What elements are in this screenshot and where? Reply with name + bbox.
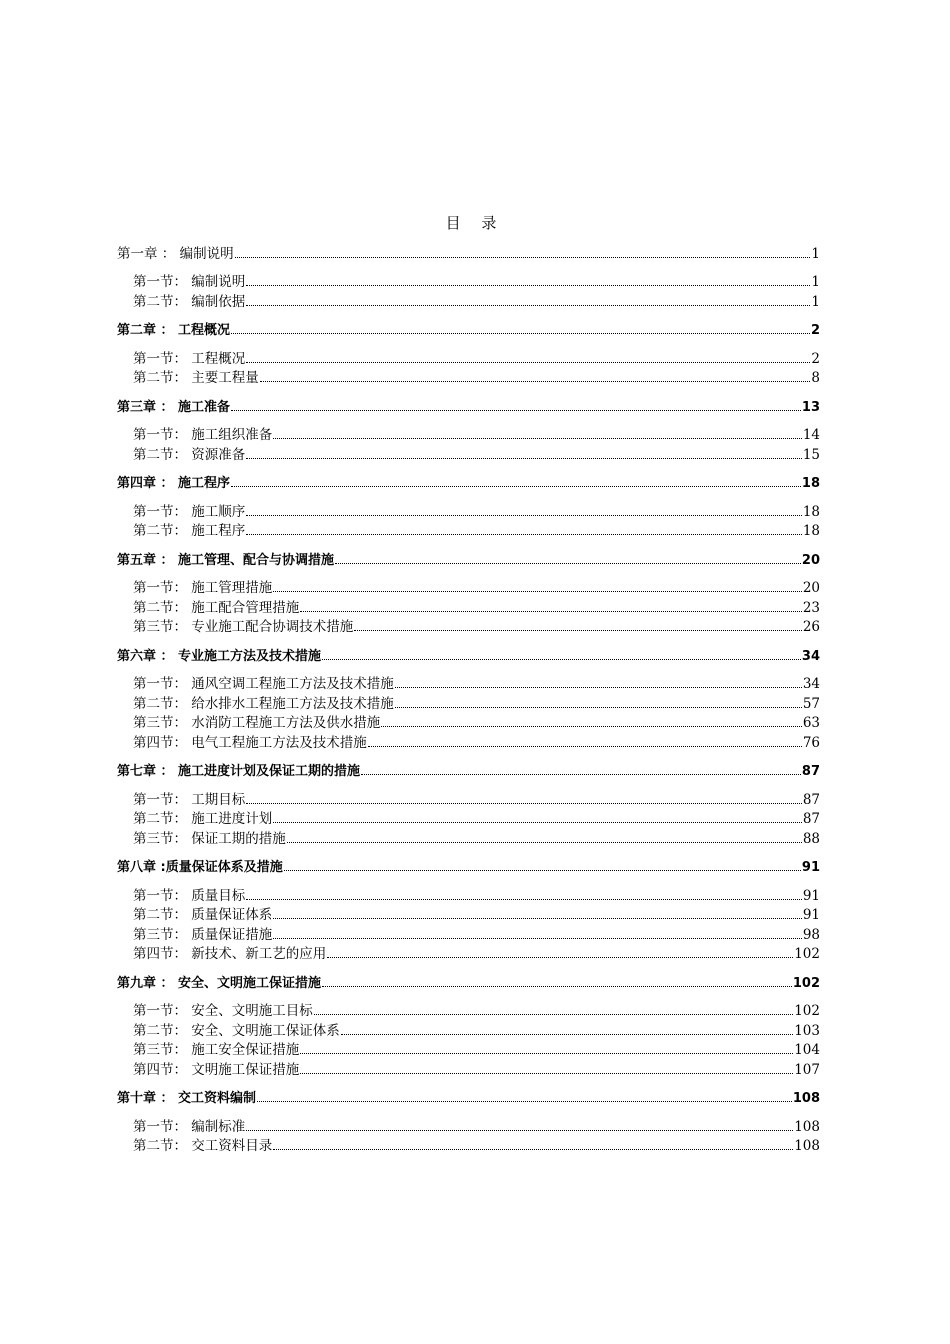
toc-section-entry[interactable] xyxy=(117,692,820,712)
section-title: 第二节： 给水排水工程施工方法及技术措施 xyxy=(133,695,394,712)
toc-section-entry[interactable] xyxy=(117,443,820,463)
toc-section-entry[interactable] xyxy=(117,1019,820,1039)
section-title: 第四节： 电气工程施工方法及技术措施 xyxy=(133,734,367,751)
toc-chapter-entry[interactable] xyxy=(117,856,820,876)
toc-section-entry[interactable] xyxy=(117,1058,820,1078)
toc-section-entry[interactable] xyxy=(117,520,820,540)
section-page-number: 108 xyxy=(794,1138,820,1154)
toc-section-entry[interactable] xyxy=(117,347,820,367)
chapter-title: 第九章 ： 安全、文明施工保证措施 xyxy=(117,975,322,991)
section-title: 第三节： 水消防工程施工方法及供水措施 xyxy=(133,715,381,731)
toc-section-entry[interactable] xyxy=(117,943,820,963)
dot-leader xyxy=(284,870,801,871)
chapter-page-number: 102 xyxy=(792,975,820,991)
dot-leader xyxy=(368,746,802,747)
dot-leader xyxy=(246,362,810,363)
section-page-number: 91 xyxy=(802,907,820,923)
dot-leader xyxy=(273,822,802,823)
section-title: 第一节： 工期目标 xyxy=(133,791,246,808)
section-page-number: 88 xyxy=(802,830,820,847)
dot-leader xyxy=(335,563,801,564)
toc-section-entry[interactable] xyxy=(117,1135,820,1155)
section-page-number: 91 xyxy=(802,887,820,904)
section-title: 第四节： 新技术、新工艺的应用 xyxy=(133,946,327,962)
toc-section-entry[interactable] xyxy=(117,500,820,520)
chapter-title: 第五章 ： 施工管理、配合与协调措施 xyxy=(117,552,335,568)
toc-section-entry[interactable] xyxy=(117,923,820,943)
section-page-number: 18 xyxy=(802,523,820,539)
toc-section-entry[interactable] xyxy=(117,367,820,387)
section-page-number: 26 xyxy=(802,619,820,635)
dot-leader xyxy=(300,1073,793,1074)
toc-section-entry[interactable] xyxy=(117,827,820,847)
section-title: 第一节： 编制说明 xyxy=(133,274,246,290)
section-page-number: 104 xyxy=(794,1042,820,1058)
toc-section-entry[interactable] xyxy=(117,1000,820,1020)
dot-leader xyxy=(361,774,801,775)
toc-chapter-entry[interactable] xyxy=(117,319,820,339)
toc-title: 目 录 xyxy=(445,214,505,232)
dot-leader xyxy=(395,707,802,708)
section-page-number: 108 xyxy=(794,1118,820,1135)
section-title: 第二节： 施工进度计划 xyxy=(133,811,273,827)
dot-leader xyxy=(246,899,802,900)
toc-chapter-entry[interactable] xyxy=(117,242,820,262)
dot-leader xyxy=(231,333,810,334)
section-page-number: 87 xyxy=(802,811,820,827)
section-page-number: 98 xyxy=(802,926,820,943)
dot-leader xyxy=(246,305,810,306)
dot-leader xyxy=(300,611,802,612)
dot-leader xyxy=(273,938,802,939)
chapter-page-number: 18 xyxy=(801,476,820,491)
section-title: 第三节： 施工安全保证措施 xyxy=(133,1042,300,1058)
toc-section-entry[interactable] xyxy=(117,884,820,904)
dot-leader xyxy=(235,257,811,258)
toc-section-entry[interactable] xyxy=(117,712,820,732)
dot-leader xyxy=(246,285,810,286)
toc-chapter-entry[interactable] xyxy=(117,1087,820,1107)
chapter-page-number: 1 xyxy=(811,245,820,262)
dot-leader xyxy=(354,630,802,631)
section-title: 第二节： 主要工程量 xyxy=(133,370,259,386)
chapter-title: 第八章 :质量保证体系及措施 xyxy=(117,860,283,875)
section-page-number: 103 xyxy=(794,1022,820,1039)
section-page-number: 57 xyxy=(802,695,820,712)
chapter-page-number: 34 xyxy=(801,648,820,664)
section-page-number: 102 xyxy=(794,1003,820,1019)
dot-leader xyxy=(341,1034,793,1035)
dot-leader xyxy=(246,458,802,459)
chapter-page-number: 20 xyxy=(801,552,820,568)
toc-chapter-entry[interactable] xyxy=(117,548,820,568)
chapter-title: 第十章 ： 交工资料编制 xyxy=(117,1091,257,1106)
section-title: 第一节： 安全、文明施工目标 xyxy=(133,1003,313,1019)
toc-section-entry[interactable] xyxy=(117,1039,820,1059)
toc-chapter-entry[interactable] xyxy=(117,644,820,664)
section-page-number: 18 xyxy=(802,503,820,520)
toc-chapter-entry[interactable] xyxy=(117,395,820,415)
section-page-number: 87 xyxy=(802,791,820,808)
section-page-number: 1 xyxy=(811,293,820,310)
toc-section-entry[interactable] xyxy=(117,788,820,808)
dot-leader xyxy=(287,842,802,843)
dot-leader xyxy=(257,1101,792,1102)
toc-section-entry[interactable] xyxy=(117,904,820,924)
toc-section-entry[interactable] xyxy=(117,616,820,636)
toc-section-entry[interactable] xyxy=(117,673,820,693)
section-title: 第二节： 安全、文明施工保证体系 xyxy=(133,1022,340,1039)
section-title: 第一节： 质量目标 xyxy=(133,887,246,904)
toc-section-entry[interactable] xyxy=(117,290,820,310)
section-title: 第二节： 编制依据 xyxy=(133,293,246,310)
section-title: 第三节： 质量保证措施 xyxy=(133,926,273,943)
toc-section-entry[interactable] xyxy=(117,808,820,828)
section-title: 第二节： 施工配合管理措施 xyxy=(133,599,300,616)
toc-chapter-entry[interactable] xyxy=(117,971,820,991)
table-of-contents xyxy=(117,242,820,1154)
section-page-number: 2 xyxy=(811,350,820,367)
section-page-number: 1 xyxy=(811,274,820,290)
dot-leader xyxy=(322,986,792,987)
dot-leader xyxy=(246,1130,793,1131)
section-page-number: 8 xyxy=(811,370,820,386)
section-title: 第一节： 工程概况 xyxy=(133,350,246,367)
dot-leader xyxy=(246,515,802,516)
chapter-page-number: 2 xyxy=(810,323,820,338)
chapter-page-number: 13 xyxy=(801,399,820,415)
dot-leader xyxy=(322,659,801,660)
section-page-number: 14 xyxy=(802,427,820,443)
chapter-page-number: 87 xyxy=(801,764,820,779)
section-title: 第一节： 通风空调工程施工方法及技术措施 xyxy=(133,676,394,692)
toc-section-entry[interactable] xyxy=(117,577,820,597)
section-title: 第三节： 专业施工配合协调技术措施 xyxy=(133,619,354,635)
section-title: 第二节： 质量保证体系 xyxy=(133,907,273,923)
dot-leader xyxy=(273,918,802,919)
chapter-page-number: 91 xyxy=(801,860,820,875)
section-title: 第一节： 施工顺序 xyxy=(133,503,246,520)
toc-section-entry[interactable] xyxy=(117,271,820,291)
chapter-title: 第二章 ： 工程概况 xyxy=(117,323,231,338)
section-title: 第一节： 编制标准 xyxy=(133,1118,246,1135)
section-title: 第二节： 交工资料目录 xyxy=(133,1138,273,1154)
dot-leader xyxy=(327,957,793,958)
dot-leader xyxy=(273,438,802,439)
section-title: 第二节： 施工程序 xyxy=(133,523,246,539)
section-page-number: 63 xyxy=(802,715,820,731)
dot-leader xyxy=(231,410,801,411)
dot-leader xyxy=(246,534,802,535)
dot-leader xyxy=(273,1149,793,1150)
section-title: 第一节： 施工组织准备 xyxy=(133,427,273,443)
chapter-title: 第三章 ： 施工准备 xyxy=(117,399,231,415)
dot-leader xyxy=(395,687,802,688)
dot-leader xyxy=(246,803,802,804)
section-page-number: 107 xyxy=(794,1061,820,1078)
section-title: 第三节： 保证工期的措施 xyxy=(133,830,286,847)
section-page-number: 76 xyxy=(802,734,820,751)
toc-section-entry[interactable] xyxy=(117,1115,820,1135)
dot-leader xyxy=(231,486,801,487)
chapter-title: 第四章 ： 施工程序 xyxy=(117,476,231,491)
section-page-number: 20 xyxy=(802,580,820,596)
toc-section-entry[interactable] xyxy=(117,731,820,751)
section-title: 第四节： 文明施工保证措施 xyxy=(133,1061,300,1078)
dot-leader xyxy=(273,591,802,592)
toc-chapter-entry[interactable] xyxy=(117,760,820,780)
section-page-number: 15 xyxy=(802,446,820,463)
section-page-number: 34 xyxy=(802,676,820,692)
dot-leader xyxy=(381,726,802,727)
section-page-number: 102 xyxy=(794,946,820,962)
section-page-number: 23 xyxy=(802,599,820,616)
dot-leader xyxy=(314,1014,793,1015)
chapter-title: 第一章 ： 编制说明 xyxy=(117,245,234,262)
toc-chapter-entry[interactable] xyxy=(117,472,820,492)
chapter-page-number: 108 xyxy=(792,1091,820,1106)
dot-leader xyxy=(300,1053,793,1054)
section-title: 第二节： 资源准备 xyxy=(133,446,246,463)
toc-section-entry[interactable] xyxy=(117,596,820,616)
section-title: 第一节： 施工管理措施 xyxy=(133,580,273,596)
toc-section-entry[interactable] xyxy=(117,424,820,444)
dot-leader xyxy=(260,381,811,382)
chapter-title: 第六章 ： 专业施工方法及技术措施 xyxy=(117,648,322,664)
chapter-title: 第七章 ： 施工进度计划及保证工期的措施 xyxy=(117,764,361,779)
